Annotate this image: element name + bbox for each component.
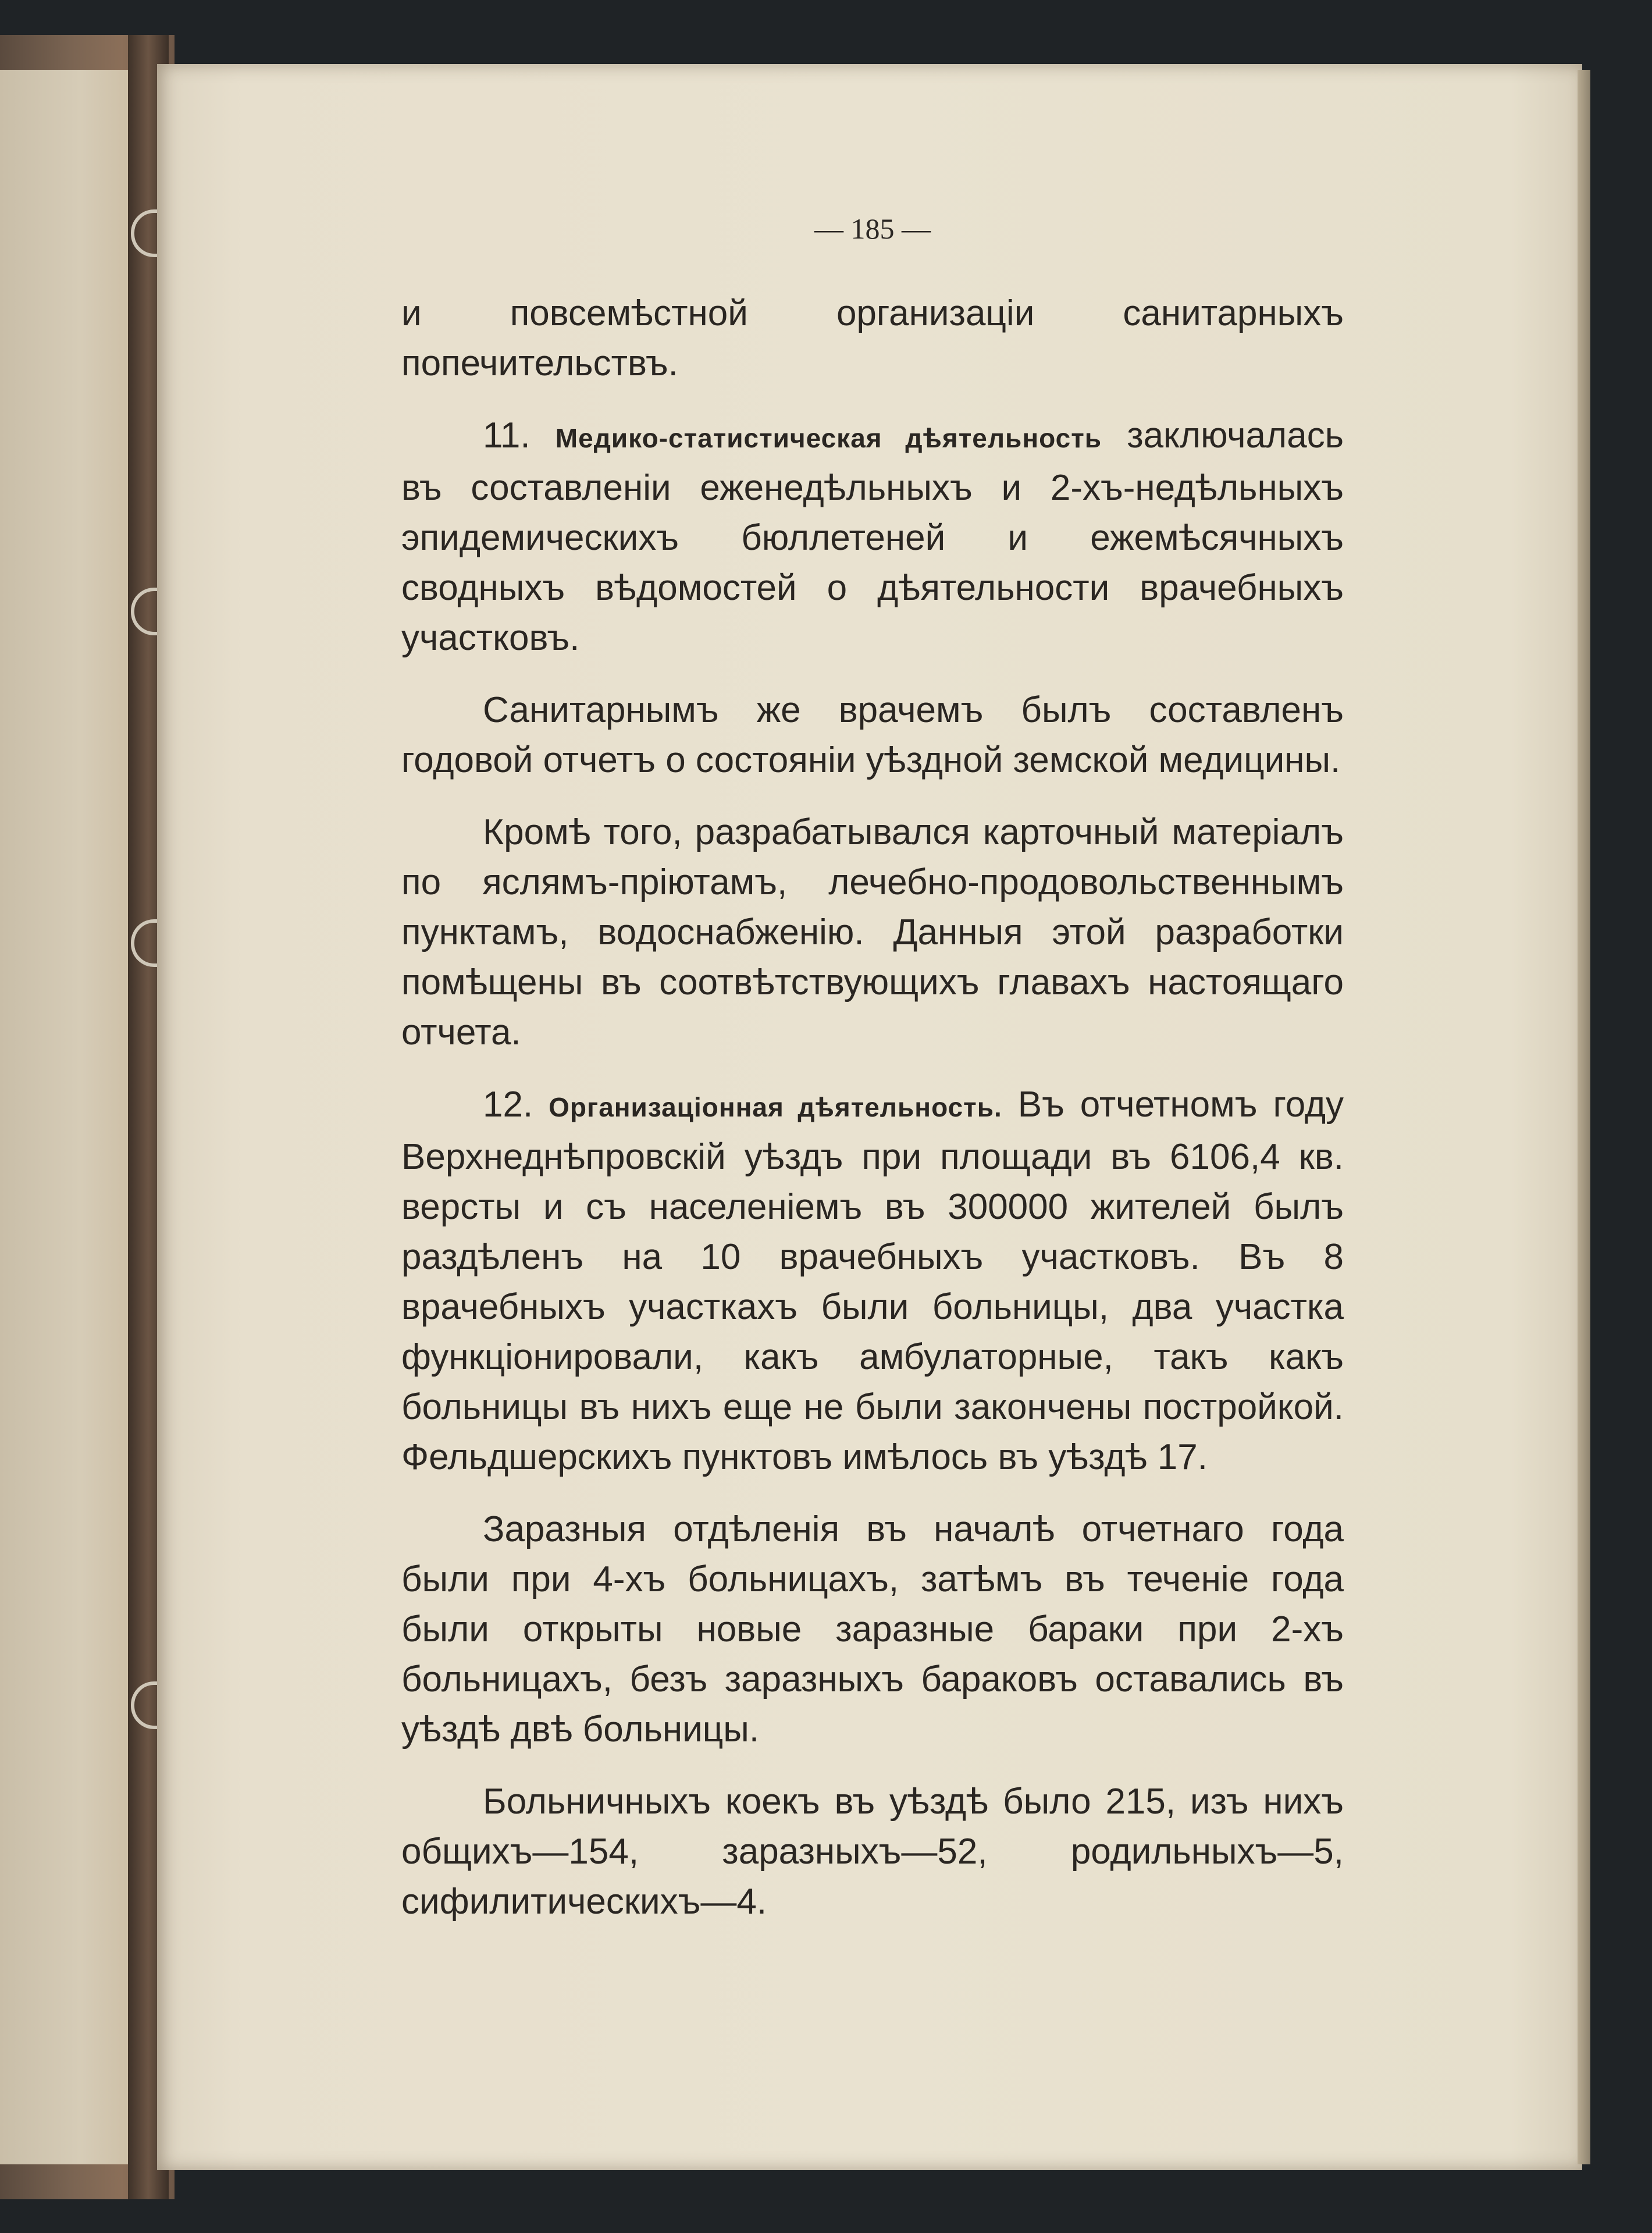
paragraph-text: Кромѣ того, разрабатывался карточный матеріалъ по яслямъ-пріютамъ, лечебно-продовольственнымъ пунктамъ, водоснабженію. Данныя этой разработки помѣщены въ соотвѣтствующихъ главахъ настоящаго отчета.	[401, 812, 1344, 1053]
section-heading: Медико-статистическая дѣятельность	[555, 423, 1102, 453]
paragraph	[401, 289, 1344, 389]
paragraph	[401, 808, 1344, 1058]
paragraph-text: Больничныхъ коекъ въ уѣздѣ было 215, изъ нихъ общихъ—154, заразныхъ—52, родильныхъ—5, сифилитическихъ—4.	[401, 1782, 1344, 1922]
page-right-edge	[1578, 70, 1590, 2164]
paragraph	[401, 1505, 1344, 1755]
paragraph-text: Въ отчетномъ году Верхнеднѣпровскій уѣздъ при площади въ 6106,4 кв. версты и съ населеніемъ въ 300000 жителей былъ раздѣленъ на 10 врачебныхъ участковъ. Въ 8 врачебныхъ участкахъ были больницы, два участка функціонировали, какъ амбулаторные, такъ какъ больницы въ нихъ еще не были закончены постройкой. Фельдшерскихъ пунктовъ имѣлось въ уѣздѣ 17.	[401, 1085, 1344, 1477]
page-number: — 185 —	[814, 212, 931, 245]
paragraph-text: заключалась въ составленіи еженедѣльныхъ и 2-хъ-недѣльныхъ эпидемическихъ бюллетеней и ежемѣсячныхъ сводныхъ вѣдомостей о дѣятельности врачебныхъ участковъ.	[401, 415, 1344, 658]
section-number: 12.	[483, 1085, 533, 1125]
paragraph-text: Заразныя отдѣленія въ началѣ отчетнаго года были при 4-хъ больницахъ, затѣмъ въ теченіе года были открыты новые заразные бараки при 2-хъ больницахъ, безъ заразныхъ бараковъ оставались въ уѣздѣ двѣ больницы.	[401, 1509, 1344, 1750]
paragraph	[401, 1777, 1344, 1927]
left-page-edge	[0, 70, 134, 2164]
paragraph	[401, 411, 1344, 663]
paragraph	[401, 685, 1344, 785]
section-heading: Организаціонная дѣятельность.	[549, 1092, 1002, 1122]
page-text	[401, 204, 1344, 1949]
paragraph-text: и повсемѣстной организаціи санитарныхъ попечительствъ.	[401, 293, 1344, 383]
paragraph-text: Санитарнымъ же врачемъ былъ составленъ годовой отчетъ о состояніи уѣздной земской медицины.	[401, 690, 1344, 780]
section-number: 11.	[483, 415, 531, 456]
paragraph	[401, 1080, 1344, 1482]
